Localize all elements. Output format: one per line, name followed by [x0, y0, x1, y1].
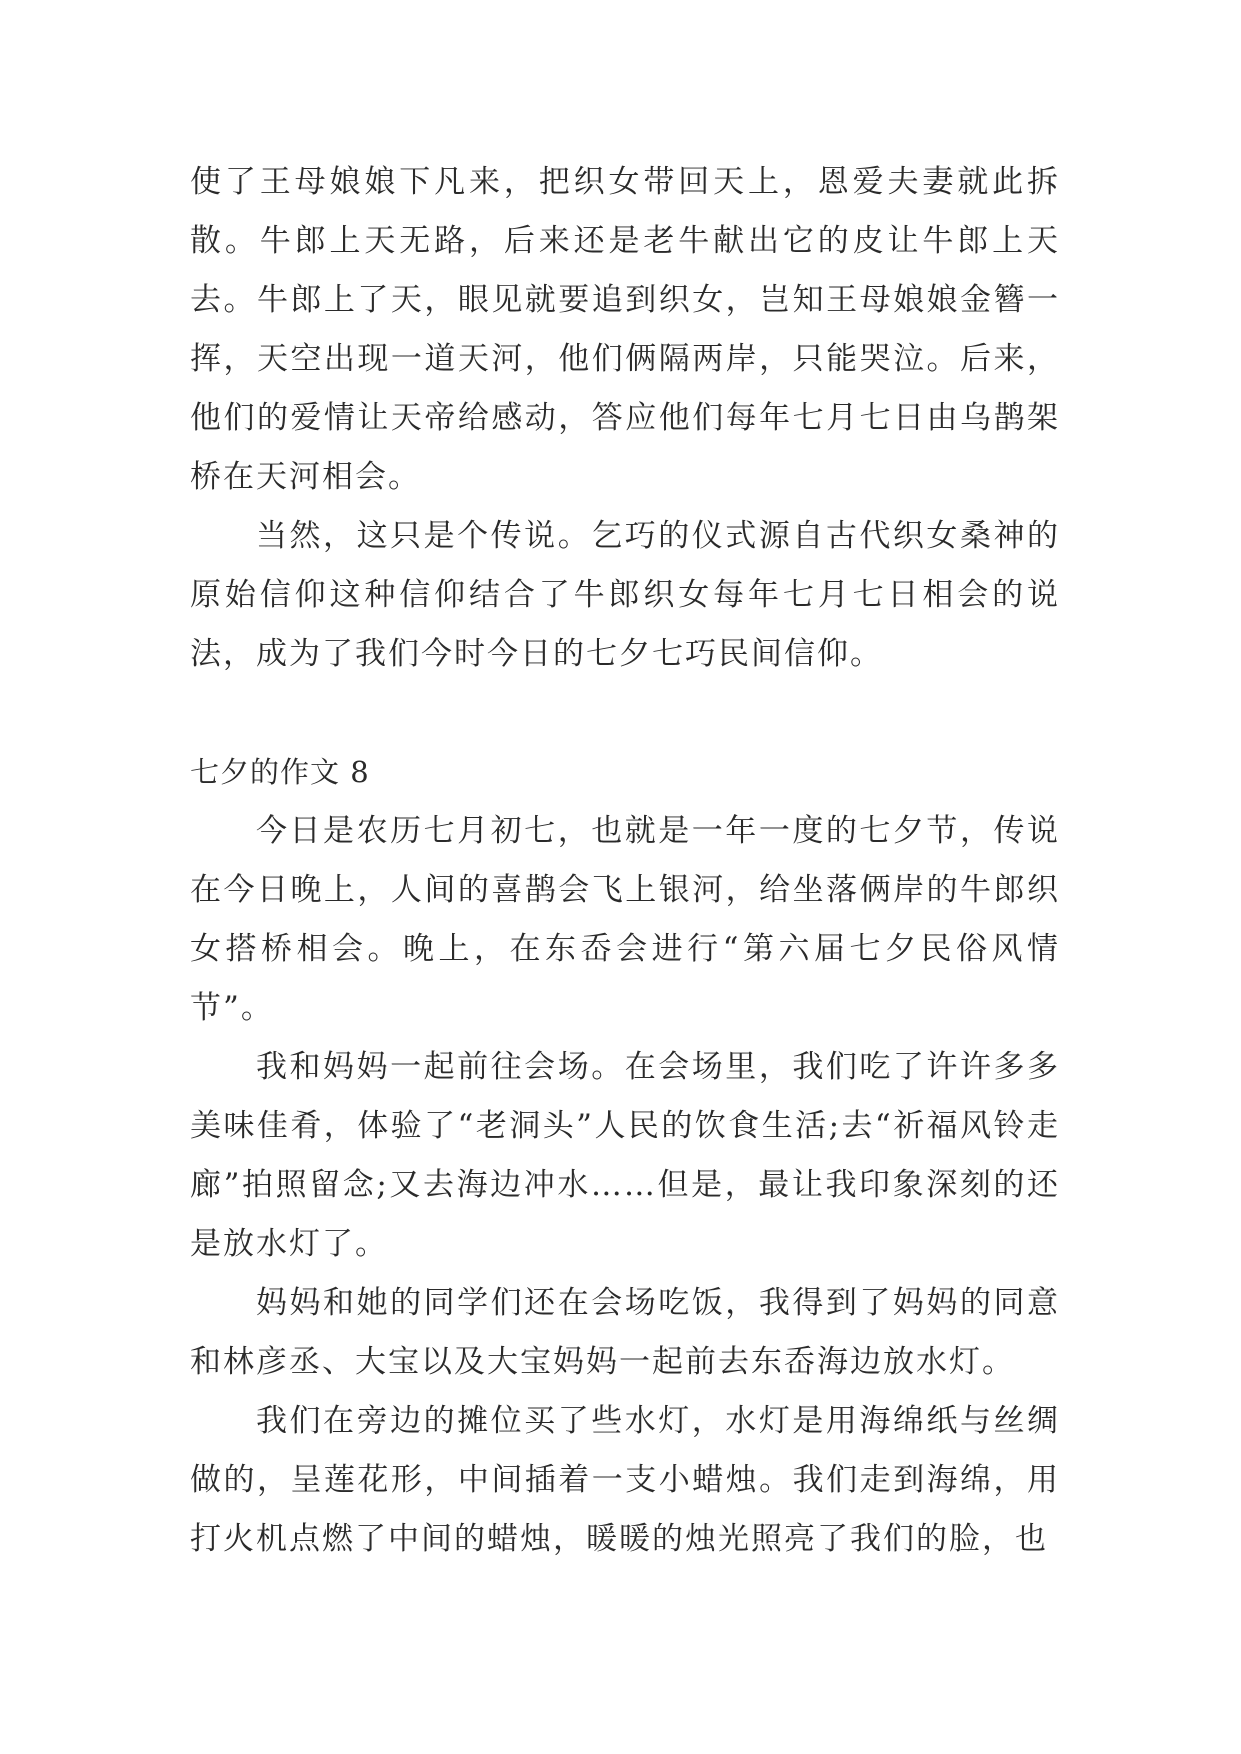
document-body	[190, 153, 1060, 1569]
section-paragraph-3: 妈妈和她的同学们还在会场吃饭，我得到了妈妈的同意和林彦丞、大宝以及大宝妈妈一起前去东岙海边放水灯。	[190, 1285, 1060, 1380]
section-heading: 七夕的作文 8	[190, 755, 370, 789]
section-paragraph-2: 我和妈妈一起前往会场。在会场里，我们吃了许许多多美味佳肴，体验了“老洞头”人民的饮食生活;去“祈福风铃走廊”拍照留念;又去海边冲水……但是，最让我印象深刻的还是放水灯了。	[190, 1049, 1060, 1262]
section-paragraph-4: 我们在旁边的摊位买了些水灯，水灯是用海绵纸与丝绸做的，呈莲花形，中间插着一支小蜡烛。我们走到海绵，用打火机点燃了中间的蜡烛，暖暖的烛光照亮了我们的脸，也	[190, 1403, 1060, 1557]
paragraph-continued: 使了王母娘娘下凡来，把织女带回天上，恩爱夫妻就此拆散。牛郎上天无路，后来还是老牛献出它的皮让牛郎上天去。牛郎上了天，眼见就要追到织女，岂知王母娘娘金簪一挥，天空出现一道天河，他们俩隔两岸，只能哭泣。后来，他们的爱情让天帝给感动，答应他们每年七月七日由乌鹊架桥在天河相会。	[190, 164, 1060, 495]
section-gap	[190, 684, 1060, 743]
paragraph-2: 当然，这只是个传说。乞巧的仪式源自古代织女桑神的原始信仰这种信仰结合了牛郎织女每年七月七日相会的说法，成为了我们今时今日的七夕七巧民间信仰。	[190, 518, 1060, 672]
section-paragraph-1: 今日是农历七月初七，也就是一年一度的七夕节，传说在今日晚上，人间的喜鹊会飞上银河，给坐落俩岸的牛郎织女搭桥相会。晚上，在东岙会进行“第六届七夕民俗风情节”。	[190, 813, 1060, 1026]
